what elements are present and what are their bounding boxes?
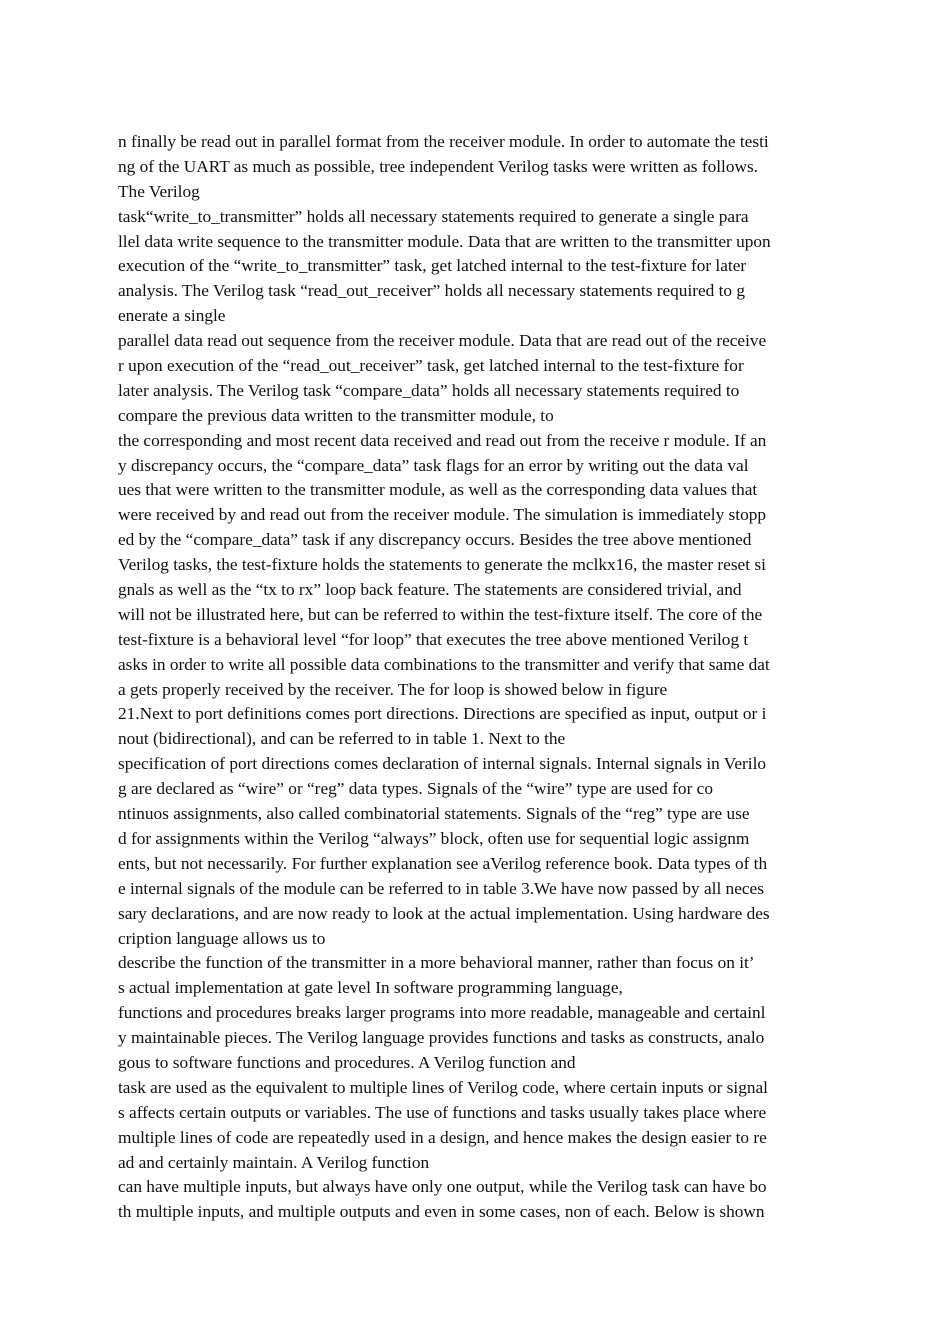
text-line: 21.Next to port definitions comes port directions. Directions are specified as input, output or i — [118, 704, 767, 724]
text-line: llel data write sequence to the transmitter module. Data that are written to the transmitter upon — [118, 231, 771, 251]
text-line: analysis. The Verilog task “read_out_receiver” holds all necessary statements required to g — [118, 281, 746, 301]
text-line: g are declared as “wire” or “reg” data types. Signals of the “wire” type are used for co — [118, 779, 713, 799]
text-line: ents, but not necessarily. For further explanation see aVerilog reference book. Data types of th — [118, 853, 768, 873]
text-line: specification of port directions comes declaration of internal signals. Internal signals in Verilo — [118, 754, 767, 774]
text-line: can have multiple inputs, but always have only one output, while the Verilog task can have bo — [118, 1177, 767, 1197]
text-line: The Verilog — [118, 181, 200, 201]
text-line: ntinuos assignments, also called combinatorial statements. Signals of the “reg” type are use — [118, 804, 750, 824]
text-line: task“write_to_transmitter” holds all necessary statements required to generate a single para — [118, 206, 749, 226]
text-line: compare the previous data written to the transmitter module, to — [118, 405, 554, 425]
text-line: test-fixture is a behavioral level “for loop” that executes the tree above mentioned Verilog t — [118, 629, 749, 649]
document-page — [118, 130, 844, 1225]
text-line: multiple lines of code are repeatedly used in a design, and hence makes the design easier to re — [118, 1127, 767, 1147]
text-line: cription language allows us to — [118, 928, 326, 948]
text-line: asks in order to write all possible data combinations to the transmitter and verify that same dat — [118, 654, 770, 674]
text-line: later analysis. The Verilog task “compare_data” holds all necessary statements required to — [118, 380, 740, 400]
text-line: were received by and read out from the receiver module. The simulation is immediately stopp — [118, 505, 766, 525]
text-line: nout (bidirectional), and can be referred to in table 1. Next to the — [118, 729, 566, 749]
text-line: d for assignments within the Verilog “always” block, often use for sequential logic assignm — [118, 828, 750, 848]
text-line: the corresponding and most recent data received and read out from the receive r module. If an — [118, 430, 767, 450]
text-line: parallel data read out sequence from the receiver module. Data that are read out of the receive — [118, 331, 767, 351]
text-line: sary declarations, and are now ready to look at the actual implementation. Using hardware des — [118, 903, 770, 923]
text-line: execution of the “write_to_transmitter” task, get latched internal to the test-fixture for later — [118, 256, 747, 276]
text-line: s actual implementation at gate level In software programming language, — [118, 978, 623, 998]
text-line: th multiple inputs, and multiple outputs and even in some cases, non of each. Below is shown — [118, 1202, 765, 1222]
text-line: y maintainable pieces. The Verilog language provides functions and tasks as constructs, analo — [118, 1028, 765, 1048]
text-line: ed by the “compare_data” task if any discrepancy occurs. Besides the tree above mentioned — [118, 530, 752, 550]
text-line: gnals as well as the “tx to rx” loop back feature. The statements are considered trivial, and — [118, 580, 742, 600]
text-line: functions and procedures breaks larger programs into more readable, manageable and certainl — [118, 1003, 766, 1023]
text-line: will not be illustrated here, but can be referred to within the test-fixture itself. The core of the — [118, 604, 763, 624]
text-line: ng of the UART as much as possible, tree independent Verilog tasks were written as follows. — [118, 156, 758, 176]
text-line: ad and certainly maintain. A Verilog function — [118, 1152, 430, 1172]
text-line: y discrepancy occurs, the “compare_data” task flags for an error by writing out the data val — [118, 455, 749, 475]
text-line: enerate a single — [118, 306, 226, 326]
text-line: Verilog tasks, the test-fixture holds the statements to generate the mclkx16, the master reset si — [118, 555, 766, 575]
text-line: a gets properly received by the receiver. The for loop is showed below in figure — [118, 679, 668, 699]
text-line: gous to software functions and procedures. A Verilog function and — [118, 1052, 576, 1072]
text-line: n finally be read out in parallel format from the receiver module. In order to automate the testi — [118, 132, 769, 151]
text-line: ues that were written to the transmitter module, as well as the corresponding data values that — [118, 480, 758, 500]
text-line: e internal signals of the module can be referred to in table 3.We have now passed by all neces — [118, 878, 764, 898]
text-line: r upon execution of the “read_out_receiver” task, get latched internal to the test-fixture for — [118, 356, 744, 376]
text-line: describe the function of the transmitter in a more behavioral manner, rather than focus on it’ — [118, 953, 755, 973]
text-line: task are used as the equivalent to multiple lines of Verilog code, where certain inputs or signal — [118, 1077, 768, 1097]
text-line: s affects certain outputs or variables. The use of functions and tasks usually takes place where — [118, 1102, 767, 1122]
